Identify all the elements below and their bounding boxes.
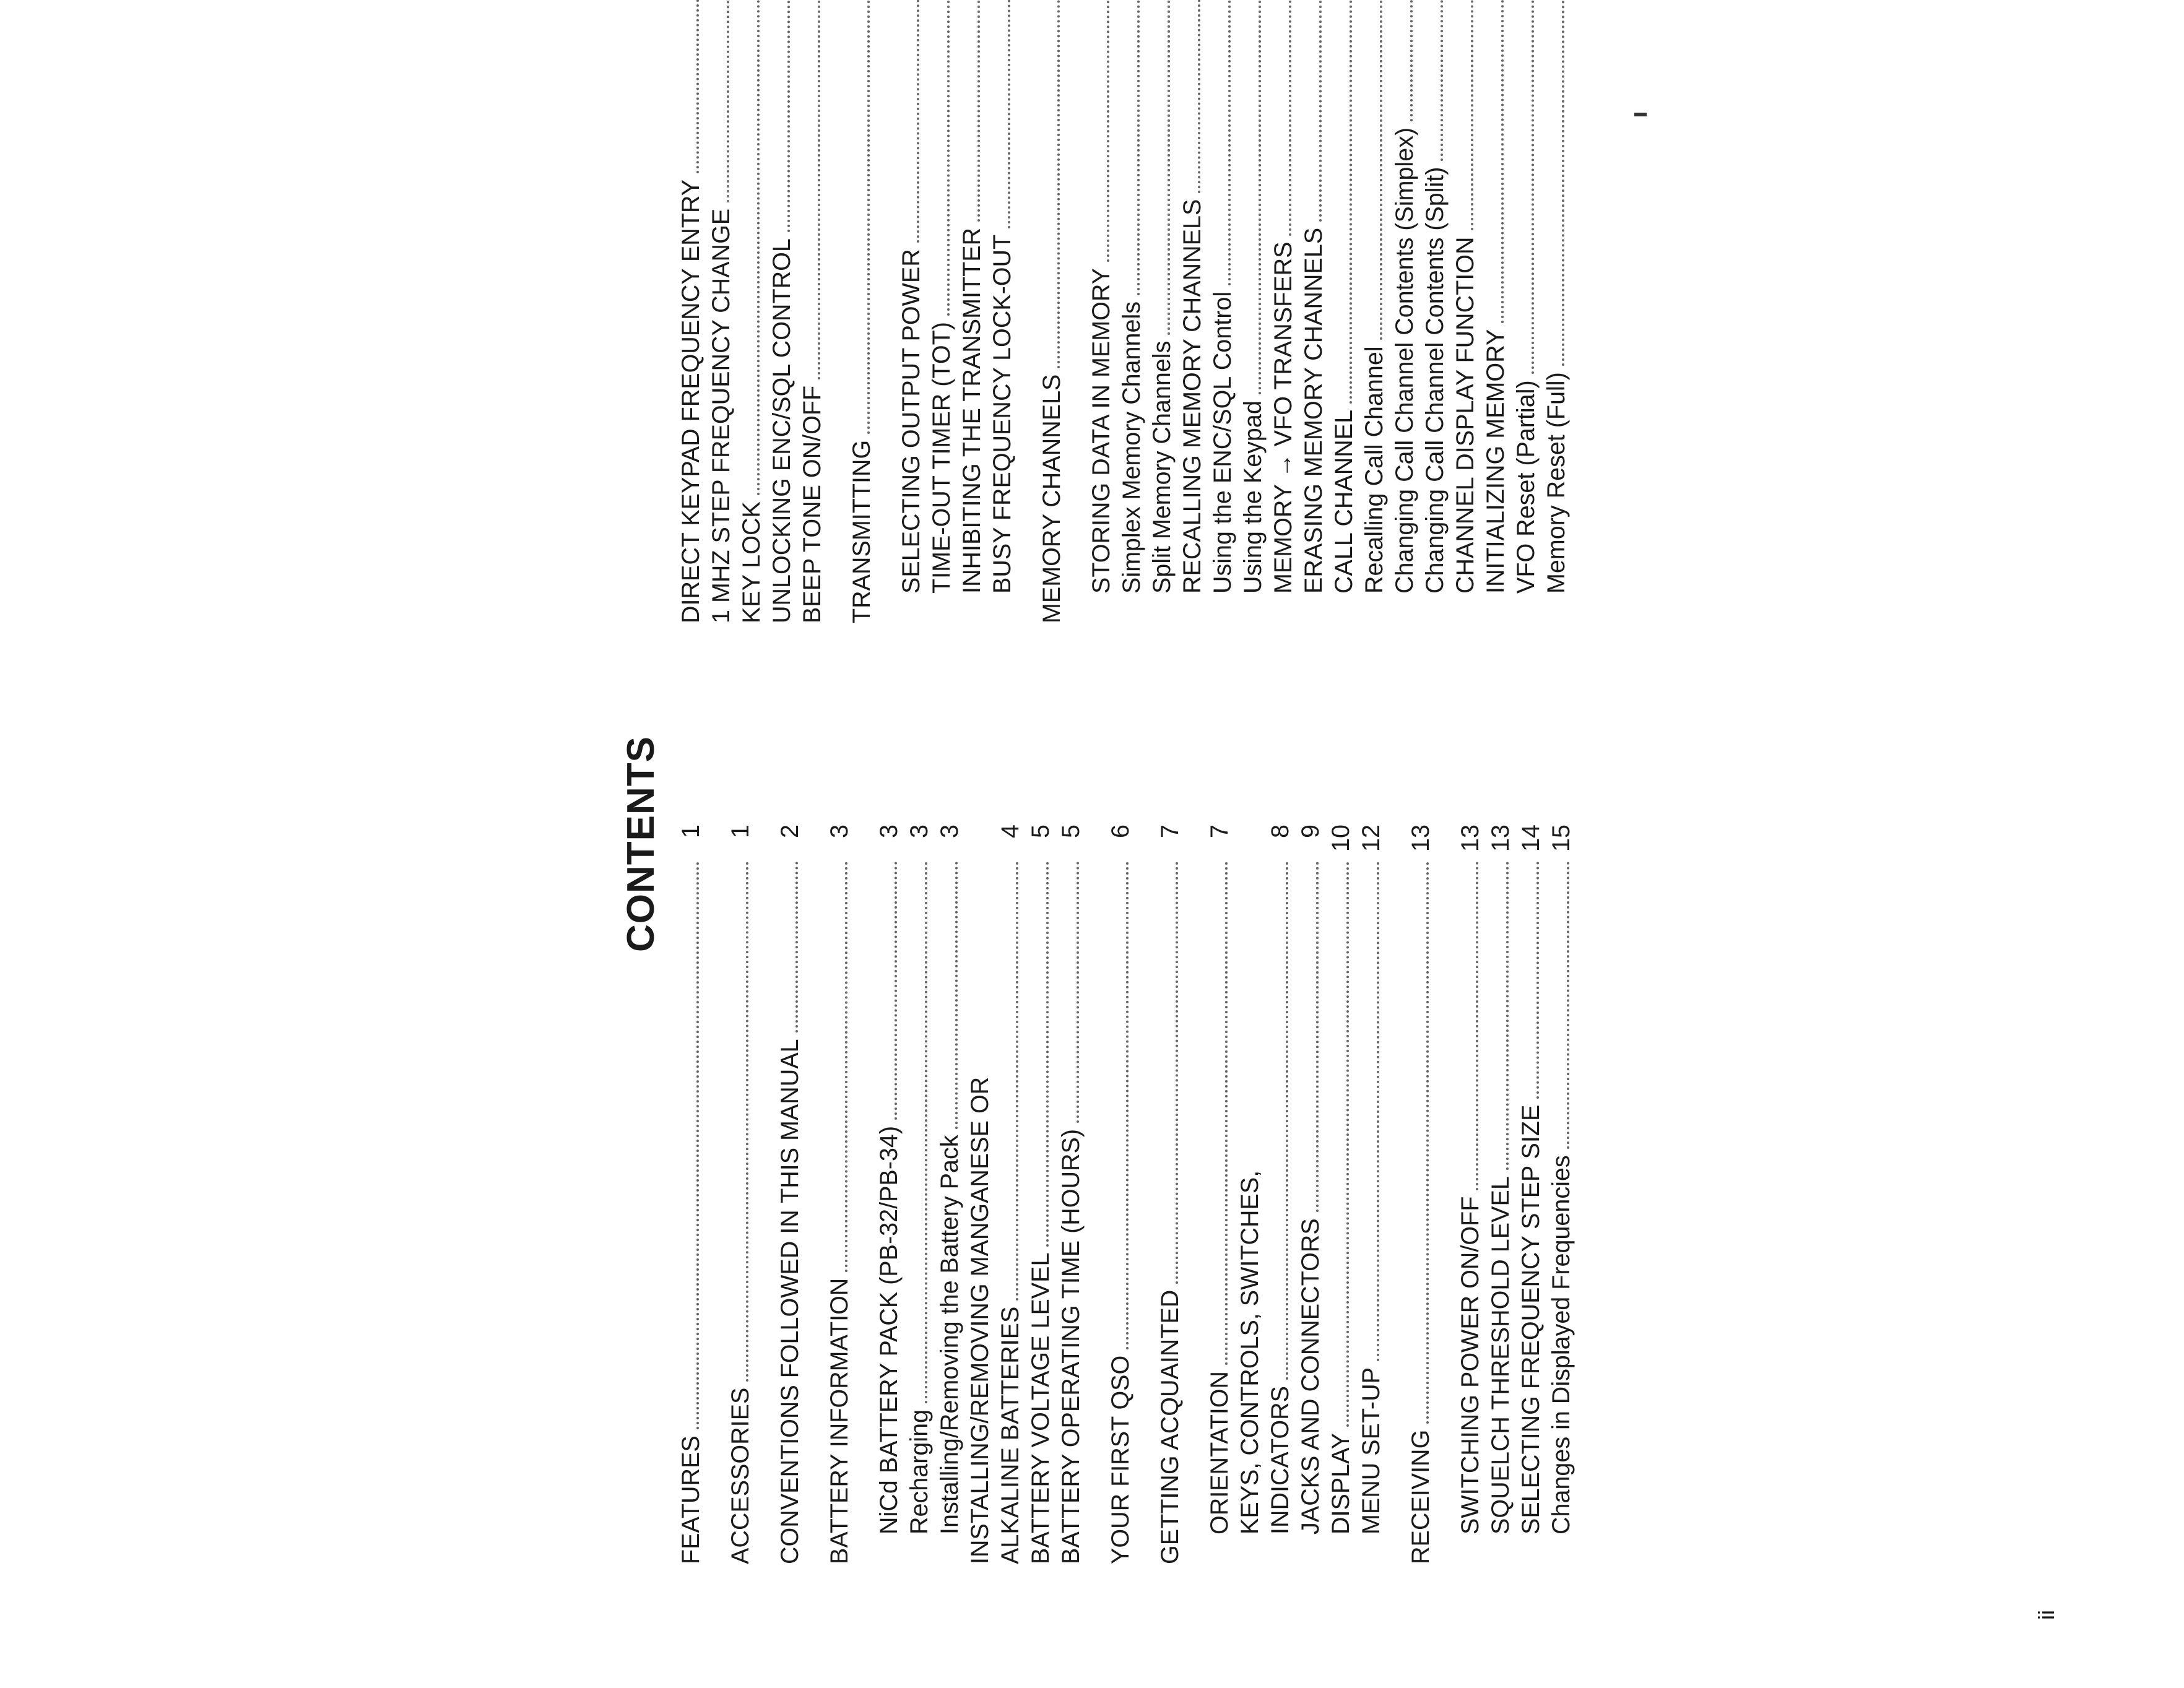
toc-entry [676,825,706,1564]
toc-entry [1541,0,1572,623]
toc-entry [935,825,965,1564]
toc-entry-page: 3 [906,825,933,838]
toc-entry [1238,0,1268,623]
dot-leader [1562,0,1564,366]
toc-entry-page: 7 [1206,825,1233,838]
toc-entry-label: Using the ENC/SQL Control [1209,291,1236,594]
toc-entry [847,0,877,623]
toc-entry [1406,825,1436,1564]
dot-leader [1126,862,1129,1349]
toc-entry-label: VFO Reset (Partial) [1512,380,1540,594]
toc-entry-label: INDICATORS [1267,1386,1294,1534]
toc-entry-label: RECALLING MEMORY CHANNELS [1179,199,1206,594]
toc-entry-label: Memory Reset (Full) [1543,372,1570,594]
toc-entry [1450,0,1481,623]
toc-entry-label: MEMORY → VFO TRANSFERS [1270,241,1297,594]
toc-entry [1235,825,1265,1564]
toc-entry [1056,825,1086,1564]
toc-entry-label: FEATURES [677,1435,704,1564]
dot-leader [787,0,790,232]
dot-leader [1057,0,1060,368]
toc-entry [676,0,706,623]
toc-entry-page: 5 [1027,825,1054,838]
toc-entry [726,825,756,1564]
dot-leader [1198,0,1200,193]
toc-entry-label: BUSY FREQUENCY LOCK-OUT [989,234,1016,594]
toc-entry-label: 1 MHZ STEP FREQUENCY CHANGE [708,208,735,623]
dot-leader [1567,862,1569,1149]
toc-entry-label: Recharging [906,1409,933,1534]
dot-leader [1316,862,1319,1212]
scan-speck [1634,113,1647,116]
dot-leader [1168,0,1170,335]
toc-entry [896,0,927,623]
toc-entry-page: 3 [826,825,853,838]
dot-leader [1471,0,1473,230]
dot-leader [845,862,847,1272]
toc-entry [706,0,737,623]
toc-entry [1359,0,1390,623]
toc-entry [1326,825,1356,1564]
toc-entry [1455,825,1486,1564]
toc-entry [1155,825,1185,1564]
toc-entry [1390,0,1420,623]
dot-leader [1259,0,1261,394]
toc-entry-label: CONVENTIONS FOLLOWED IN THIS MANUAL [776,1039,804,1564]
toc-entry [927,0,957,623]
toc-entry-page: 10 [1327,825,1354,852]
toc-entry-label: SWITCHING POWER ON/OFF [1457,1196,1484,1534]
toc-entry-label: DIRECT KEYPAD FREQUENCY ENTRY [677,180,704,623]
toc-entry-page: 9 [1297,825,1324,838]
toc-entry [957,0,987,623]
dot-leader [947,0,950,316]
toc-entry [1329,0,1359,623]
dot-leader [1346,862,1349,1427]
toc-entry-label: BEEP TONE ON/OFF [799,385,826,623]
dot-leader [795,862,798,1032]
toc-entry-label: INSTALLING/REMOVING MANGANESE OR [966,1076,994,1564]
toc-entry-label: SQUELCH THRESHOLD LEVEL [1487,1176,1514,1534]
toc-entry-label: CALL CHANNEL [1330,409,1358,594]
page-title: CONTENTS [620,736,662,952]
dot-leader [1476,862,1478,1190]
toc-entry [1177,0,1208,623]
toc-entry-page: 3 [936,825,963,838]
toc-entry-label: UNLOCKING ENC/SQL CONTROL [768,238,795,623]
toc-entry-page: 4 [997,825,1024,838]
toc-entry-label: Changes in Displayed Frequencies [1548,1155,1575,1534]
dot-leader [1176,862,1178,1284]
toc-entry-label: SELECTING OUTPUT POWER [898,249,925,594]
toc-entry-label: BATTERY INFORMATION [826,1278,853,1564]
toc-entry-label: INITIALIZING MEMORY [1482,329,1509,594]
toc-entry [1296,825,1326,1564]
toc-entry [1265,825,1296,1564]
toc-entry [874,825,904,1564]
toc-entry-label: STORING DATA IN MEMORY [1088,268,1115,594]
dot-leader [1008,0,1010,228]
dot-leader [1501,0,1504,323]
toc-entry-label: BATTERY OPERATING TIME (HOURS) [1057,1128,1085,1564]
toc-entry-page: 7 [1156,825,1184,838]
toc-entry [737,0,767,623]
dot-leader [1536,862,1539,1099]
toc-entry-page: 1 [677,825,704,838]
toc-entry-label: MENU SET-UP [1358,1367,1385,1534]
dot-leader [757,0,760,495]
toc-entry [1205,825,1235,1564]
toc-entry [825,825,855,1564]
page-number: ii [2034,1610,2059,1620]
dot-leader [1286,862,1288,1380]
dot-leader [1228,0,1231,285]
toc-entry-page: 8 [1267,825,1294,838]
toc-entry [1486,825,1516,1564]
toc-entry-label: ALKALINE BATTERIES [997,1306,1024,1564]
toc-entry [1147,0,1177,623]
toc-entry-label: Installing/Removing the Battery Pack [936,1135,963,1534]
toc-entry-label: Simplex Memory Channels [1118,301,1145,594]
toc-entry [1516,825,1546,1564]
dot-leader [1319,0,1322,222]
toc-entry [1117,0,1147,623]
toc-column-left [676,825,1577,1564]
toc-entry [1420,0,1450,623]
toc-entry-page: 13 [1457,825,1484,852]
toc-entry [1481,0,1511,623]
toc-entry [1356,825,1387,1564]
toc-entry-label: INHIBITING THE TRANSMITTER [958,227,986,594]
dot-leader [867,0,870,434]
dot-leader [696,0,699,173]
toc-entry [775,825,805,1564]
dot-leader [1506,862,1509,1170]
dot-leader [1016,862,1018,1301]
toc-entry-label: ACCESSORIES [727,1387,754,1564]
toc-entry-page: 6 [1107,825,1134,838]
toc-entry-label: KEYS, CONTROLS, SWITCHES, [1236,1170,1263,1534]
dot-leader [1077,862,1079,1123]
toc-entry-page: 14 [1517,825,1545,852]
toc-entry [965,825,995,1564]
toc-entry [1026,825,1056,1564]
toc-entry-page: 12 [1358,825,1385,852]
toc-entry-page: 2 [776,825,804,838]
toc-entry [767,0,797,623]
toc-entry-label: ERASING MEMORY CHANNELS [1300,227,1327,594]
toc-entry-label: BATTERY VOLTAGE LEVEL [1027,1252,1054,1564]
toc-entry-label: Changing Call Channel Contents (Split) [1421,167,1449,594]
dot-leader [1377,862,1379,1361]
toc-entry-label: YOUR FIRST QSO [1107,1355,1134,1564]
dot-leader [818,0,820,379]
toc-entry-label: CHANNEL DISPLAY FUNCTION [1452,236,1479,594]
dot-leader [1137,0,1140,295]
dot-leader [1441,0,1443,161]
toc-entry [797,0,828,623]
toc-entry-page: 13 [1487,825,1514,852]
dot-leader [1225,862,1228,1365]
toc-column-right [676,0,1572,623]
dot-leader [895,862,897,1120]
toc-entry-page: 3 [875,825,903,838]
toc-entry [1106,825,1136,1564]
toc-entry-label: KEY LOCK [738,501,765,623]
toc-entry [1546,825,1577,1564]
dot-leader [1532,0,1534,374]
toc-entry-page: 15 [1548,825,1575,852]
toc-entry [987,0,1018,623]
dot-leader [977,0,980,222]
toc-entry-label: Using the Keypad [1239,400,1267,594]
dot-leader [746,862,748,1382]
toc-entry-page: 5 [1057,825,1085,838]
dot-leader [1046,862,1049,1247]
toc-entry [1299,0,1329,623]
dot-leader [1107,0,1109,262]
toc-entry-label: Split Memory Channels [1148,340,1176,594]
toc-entry-label: TRANSMITTING [848,439,875,623]
toc-entry-label: Recalling Call Channel [1361,346,1388,594]
dot-leader [1410,0,1413,121]
toc-entry-label: JACKS AND CONNECTORS [1297,1218,1324,1534]
toc-entry-label: Changing Call Channel Contents (Simplex) [1391,127,1418,594]
toc-entry [1511,0,1541,623]
toc-entry [1086,0,1117,623]
toc-entry-label: TIME-OUT TIMER (TOT) [928,322,955,594]
toc-entry [904,825,935,1564]
toc-entry-page: 1 [727,825,754,838]
dot-leader [917,0,919,243]
dot-leader [1426,862,1429,1424]
toc-entry [1037,0,1067,623]
dot-leader [955,862,958,1129]
toc-entry [1268,0,1299,623]
toc-entry [1208,0,1238,623]
dot-leader [1289,0,1291,236]
toc-entry-label: MEMORY CHANNELS [1038,374,1065,623]
dot-leader [727,0,729,202]
toc-entry [995,825,1026,1564]
toc-entry-label: GETTING ACQUAINTED [1156,1289,1184,1564]
toc-entry-label: ORIENTATION [1206,1370,1233,1534]
toc-entry-label: DISPLAY [1327,1433,1354,1534]
dot-leader [696,862,699,1429]
toc-entry-label: SELECTING FREQUENCY STEP SIZE [1517,1104,1545,1534]
dot-leader [1350,0,1352,404]
dot-leader [925,862,927,1403]
toc-entry-label: RECEIVING [1407,1429,1434,1564]
toc-entry-page: 13 [1407,825,1434,852]
toc-entry-label: NiCd BATTERY PACK (PB-32/PB-34) [875,1125,903,1534]
dot-leader [1380,0,1382,340]
